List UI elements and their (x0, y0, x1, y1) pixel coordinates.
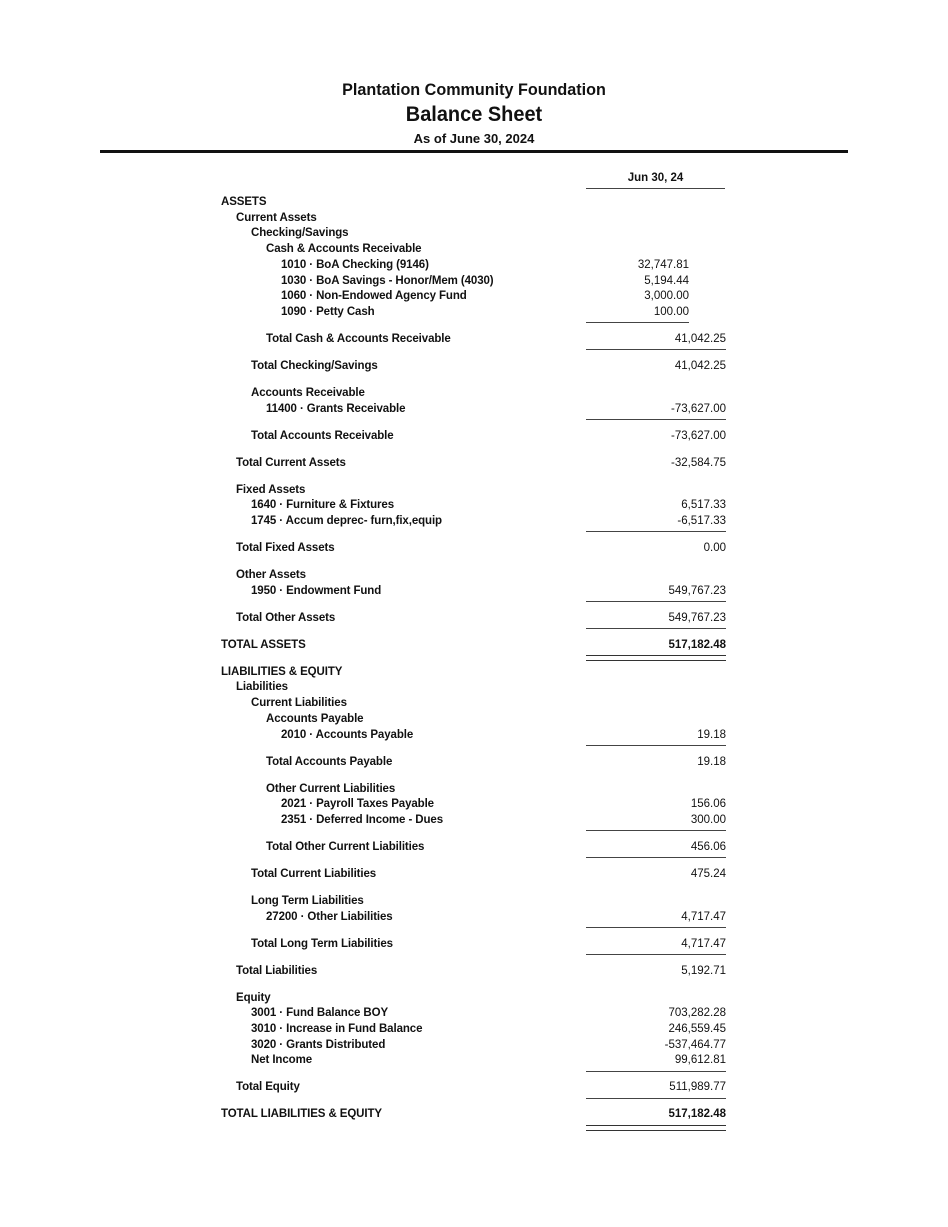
table-row (0, 666, 948, 682)
table-row (0, 387, 948, 403)
row-value: 456.06 (690, 840, 726, 853)
subtotal-rule (586, 954, 726, 955)
table-row (0, 1039, 948, 1055)
subtotal-rule (586, 601, 726, 602)
row-value: 4,717.47 (681, 937, 726, 950)
column-header: Jun 30, 24 (586, 172, 725, 189)
row-value: 511,989.77 (669, 1081, 726, 1094)
row-label: 2351 · Deferred Income - Dues (281, 813, 443, 826)
row-value: 549,767.23 (668, 611, 726, 624)
table-row (0, 612, 948, 628)
table-row (0, 196, 948, 212)
table-row (0, 1108, 948, 1124)
row-label: Net Income (251, 1054, 312, 1067)
row-label: 1030 · BoA Savings - Honor/Mem (4030) (281, 274, 494, 287)
table-row (0, 1007, 948, 1023)
table-row (0, 729, 948, 745)
row-label: 1640 · Furniture & Fixtures (251, 499, 395, 512)
subtotal-rule (586, 745, 726, 746)
table-row (0, 1081, 948, 1097)
row-value: 3,000.00 (644, 290, 689, 303)
row-label: Total Current Assets (236, 456, 346, 469)
organization-name: Plantation Community Foundation (342, 80, 606, 99)
row-value: 41,042.25 (674, 332, 726, 345)
row-value: -73,627.00 (671, 402, 726, 415)
table-row (0, 681, 948, 697)
row-label: 27200 · Other Liabilities (266, 910, 393, 923)
table-row (0, 499, 948, 515)
table-row (0, 895, 948, 911)
row-value: 5,194.44 (644, 274, 689, 287)
row-label: Total Equity (236, 1081, 300, 1094)
table-row (0, 1054, 948, 1070)
table-row (0, 306, 948, 322)
row-label: Fixed Assets (236, 483, 306, 496)
table-row (0, 965, 948, 981)
table-row (0, 841, 948, 857)
subtotal-rule (586, 419, 726, 420)
subtotal-rule (586, 830, 726, 831)
row-label: 3001 · Fund Balance BOY (251, 1007, 389, 1020)
subtotal-rule (586, 349, 726, 350)
row-value: 19.18 (697, 728, 726, 741)
row-label: Other Current Liabilities (266, 782, 396, 795)
row-label: TOTAL LIABILITIES & EQUITY (221, 1108, 382, 1121)
table-row (0, 569, 948, 585)
row-label: 3010 · Increase in Fund Balance (251, 1023, 423, 1035)
report-title: Balance Sheet (405, 103, 543, 126)
row-label: Total Current Liabilities (251, 867, 377, 880)
row-label: Total Fixed Assets (236, 542, 335, 554)
row-value: 41,042.25 (674, 359, 726, 372)
row-value: 156.06 (690, 798, 726, 811)
subtotal-rule (586, 1071, 726, 1072)
table-row (0, 1023, 948, 1039)
subtotal-rule (586, 857, 726, 858)
table-row (0, 798, 948, 814)
table-row (0, 713, 948, 729)
table-row (0, 697, 948, 713)
row-label: Accounts Payable (266, 712, 364, 725)
row-label: 1950 · Endowment Fund (251, 584, 382, 597)
table-row (0, 639, 948, 655)
row-value: 475.24 (690, 867, 726, 880)
subtotal-rule (586, 531, 726, 532)
row-label: Current Liabilities (251, 697, 347, 710)
row-value: 4,717.47 (681, 910, 726, 923)
table-row (0, 992, 948, 1008)
row-value: 703,282.28 (668, 1007, 726, 1020)
table-row (0, 290, 948, 306)
row-value: 549,767.23 (668, 584, 726, 597)
table-row (0, 212, 948, 228)
row-label: Total Accounts Receivable (251, 429, 394, 442)
row-label: 2010 · Accounts Payable (281, 728, 414, 741)
table-row (0, 259, 948, 275)
row-label: 11400 · Grants Receivable (266, 402, 406, 415)
row-value: 246,559.45 (668, 1023, 726, 1035)
row-value: 99,612.81 (674, 1054, 726, 1067)
table-row (0, 275, 948, 291)
table-row (0, 360, 948, 376)
row-label: Total Other Current Liabilities (266, 840, 425, 853)
row-label: Equity (236, 991, 271, 1004)
row-label: Total Other Assets (236, 611, 336, 624)
row-label: Cash & Accounts Receivable (266, 243, 422, 256)
subtotal-rule (586, 322, 689, 323)
row-value: -6,517.33 (677, 515, 726, 527)
subtotal-rule (586, 628, 726, 629)
row-value: 517,182.48 (668, 1108, 726, 1121)
row-label: Long Term Liabilities (251, 894, 364, 907)
row-value: -73,627.00 (671, 429, 726, 442)
row-label: 2021 · Payroll Taxes Payable (281, 798, 434, 811)
table-row (0, 868, 948, 884)
row-label: Liabilities (236, 681, 288, 694)
table-row (0, 911, 948, 927)
row-label: Checking/Savings (251, 227, 349, 240)
row-label: 3020 · Grants Distributed (251, 1038, 386, 1051)
row-value: -537,464.77 (664, 1038, 726, 1051)
row-label: Accounts Receivable (251, 386, 365, 399)
row-value: 5,192.71 (681, 964, 726, 977)
row-label: Total Cash & Accounts Receivable (266, 332, 451, 345)
table-row (0, 484, 948, 500)
table-row (0, 542, 948, 558)
row-value: -32,584.75 (671, 456, 726, 469)
row-label: Total Checking/Savings (251, 359, 378, 372)
row-label: 1745 · Accum deprec- furn,fix,equip (251, 515, 442, 527)
table-row (0, 938, 948, 954)
subtotal-rule (586, 1098, 726, 1099)
table-row (0, 515, 948, 531)
total-double-rule (586, 1125, 726, 1131)
row-value: 0.00 (703, 542, 726, 554)
row-value: 100.00 (653, 305, 689, 318)
row-label: 1090 · Petty Cash (281, 305, 375, 318)
table-row (0, 227, 948, 243)
row-label: 1010 · BoA Checking (9146) (281, 258, 429, 271)
row-label: Total Accounts Payable (266, 755, 393, 768)
row-label: ASSETS (221, 196, 267, 208)
subtotal-rule (586, 927, 726, 928)
row-label: Total Liabilities (236, 964, 318, 977)
row-label: Other Assets (236, 569, 306, 581)
table-row (0, 430, 948, 446)
table-row (0, 756, 948, 772)
row-value: 32,747.81 (637, 258, 689, 271)
row-label: Current Assets (236, 211, 317, 224)
row-value: 6,517.33 (681, 499, 726, 512)
table-row (0, 333, 948, 349)
table-row (0, 403, 948, 419)
row-label: LIABILITIES & EQUITY (221, 665, 343, 678)
row-label: 1060 · Non-Endowed Agency Fund (281, 290, 467, 303)
table-row (0, 243, 948, 259)
row-label: TOTAL ASSETS (221, 638, 306, 651)
row-value: 19.18 (697, 755, 726, 768)
row-value: 300.00 (690, 813, 726, 826)
total-double-rule (586, 655, 726, 661)
table-row (0, 585, 948, 601)
table-row (0, 457, 948, 473)
table-row (0, 814, 948, 830)
report-date: As of June 30, 2024 (413, 131, 535, 146)
row-label: Total Long Term Liabilities (251, 937, 393, 950)
table-row (0, 783, 948, 799)
row-value: 517,182.48 (668, 638, 726, 651)
